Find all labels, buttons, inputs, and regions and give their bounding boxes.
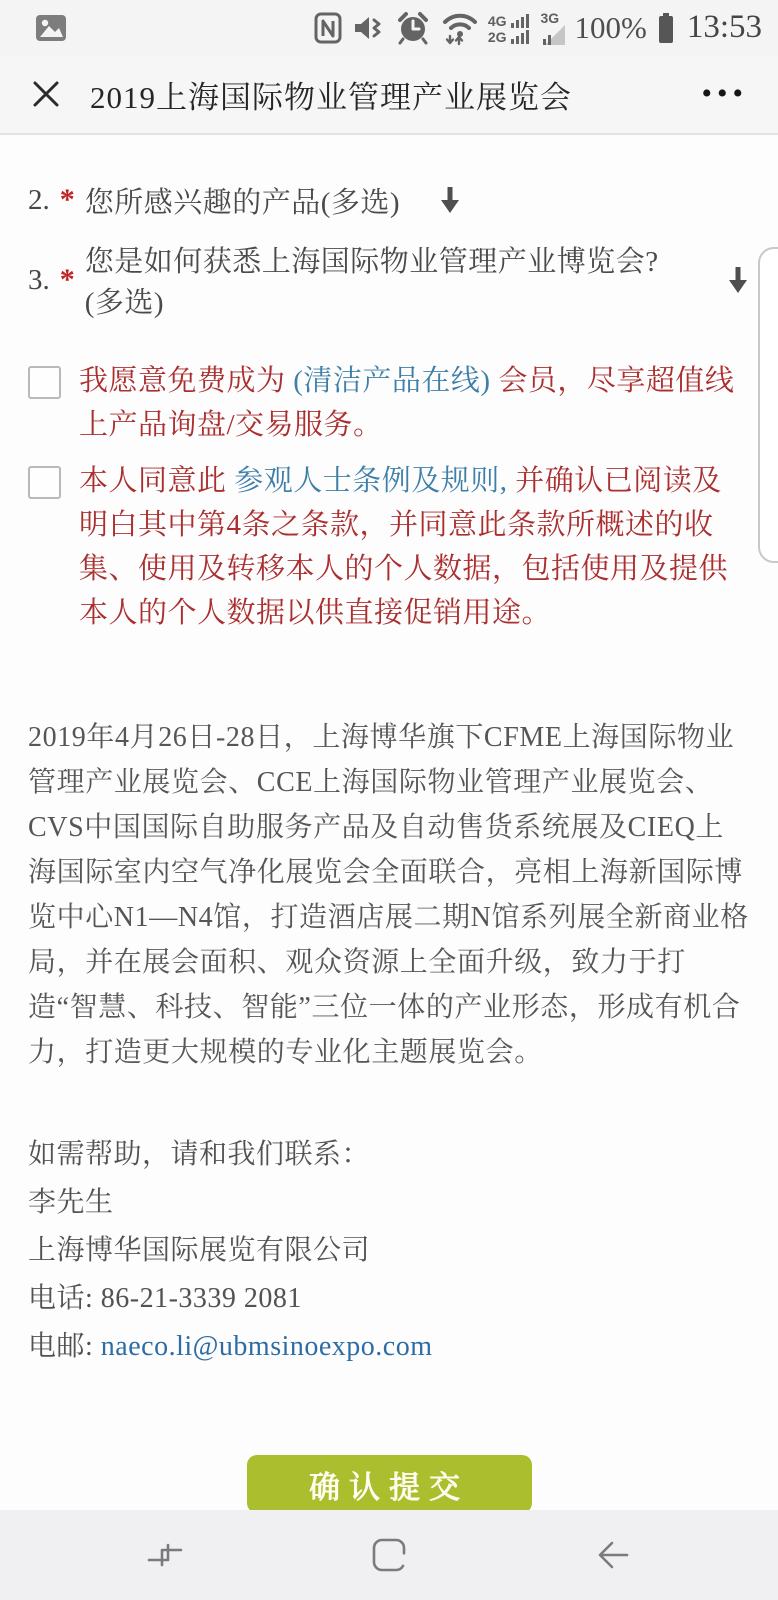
- screenshot-notification-icon: [34, 11, 68, 45]
- required-asterisk: *: [59, 183, 75, 216]
- question-number: 3.: [28, 263, 50, 296]
- form-content: [0, 137, 778, 1510]
- dropdown-arrow-icon[interactable]: [726, 264, 750, 296]
- question-how-heard[interactable]: [28, 246, 750, 319]
- contact-person: 李先生: [28, 1187, 114, 1218]
- dropdown-arrow-icon[interactable]: [438, 184, 462, 216]
- required-asterisk: *: [59, 263, 75, 296]
- membership-checkbox[interactable]: [28, 366, 61, 399]
- email-address-link[interactable]: naeco.li@ubmsinoexpo.com: [100, 1331, 433, 1362]
- battery-icon: [655, 10, 677, 46]
- signal-3g-icon: [541, 11, 567, 45]
- contact-email-line: [28, 1329, 750, 1365]
- exhibition-description: 2019年4月26日-28日，上海博华旗下CFME上海国际物业管理产业展览会、CCE上海国际物业管理产业展览会、CVS中国国际自助服务产品及自动售货系统展及CIEQ上海国际室内空气净化展览会全面联合，亮相上海新国际博览中心N1—N4馆，打造酒店展二期N馆系列展全新商业格局，并在展会面积、观众资源上全面升级，致力于打造“智慧、科技、智能”三位一体的产业形态，形成有机合力，打造更大规模的专业化主题展览会。: [28, 722, 749, 1068]
- terms-agreement-text: [79, 459, 750, 635]
- more-menu-icon[interactable]: •••: [701, 77, 748, 110]
- question-number: 2.: [28, 183, 50, 216]
- battery-percent-label: 100%: [574, 9, 647, 45]
- recent-apps-button[interactable]: [145, 1536, 185, 1574]
- phone-number: 86-21-3339 2081: [100, 1283, 302, 1314]
- agreement-text-post: 会员，尽享超值线上产品询盘/交易服务。: [79, 365, 735, 441]
- wifi-icon: [440, 9, 480, 47]
- android-navigation-bar: [0, 1510, 778, 1600]
- terms-agreement-row: [28, 459, 750, 635]
- visitor-rules-link[interactable]: 参观人士条例及规则,: [234, 465, 508, 497]
- email-label: 电邮:: [28, 1331, 101, 1362]
- home-button[interactable]: [369, 1535, 409, 1575]
- nfc-icon: [312, 10, 344, 46]
- agreement-text-post: 并确认已阅读及明白其中第4条之条款，并同意此条款所概述的收集、使用及转移本人的个人数据，包括使用及提供本人的个人数据以供直接促销用途。: [79, 465, 729, 629]
- signal-4g-label: 4G: [487, 12, 507, 29]
- agreement-text-pre: 我愿意免费成为: [79, 365, 294, 397]
- agreement-text-pre: 本人同意此: [79, 465, 235, 497]
- cleaning-products-online-link[interactable]: (清洁产品在线): [293, 365, 491, 397]
- terms-checkbox[interactable]: [28, 466, 61, 499]
- close-icon[interactable]: [30, 78, 62, 110]
- question-label: 您所感兴趣的产品(多选): [84, 186, 401, 219]
- back-button[interactable]: [593, 1536, 633, 1574]
- confirm-submit-button[interactable]: 确认提交: [247, 1455, 532, 1513]
- membership-agreement-text: [79, 359, 750, 447]
- signal-3g-label: 3G: [540, 9, 560, 26]
- contact-company: 上海博华国际展览有限公司: [28, 1235, 371, 1266]
- webview-title-bar: [0, 55, 778, 135]
- contact-phone-line: [28, 1281, 750, 1317]
- signal-2g-label: 2G: [487, 28, 507, 45]
- scrollbar-thumb[interactable]: [758, 247, 778, 563]
- alarm-clock-icon: [394, 9, 432, 47]
- dual-sim-signal-icon: [488, 12, 533, 44]
- status-bar: [0, 0, 778, 55]
- mute-vibrate-icon: [352, 10, 386, 46]
- clock-label: 13:53: [686, 9, 762, 45]
- question-label: 您是如何获悉上海国际物业管理产业博览会? (多选): [84, 246, 659, 319]
- contact-block: [28, 1137, 750, 1365]
- page-title: 2019上海国际物业管理产业展览会: [90, 79, 572, 115]
- membership-agreement-row: [28, 359, 750, 447]
- phone-label: 电话:: [28, 1283, 101, 1314]
- contact-intro: 如需帮助，请和我们联系：: [28, 1139, 371, 1170]
- question-products[interactable]: [28, 181, 750, 219]
